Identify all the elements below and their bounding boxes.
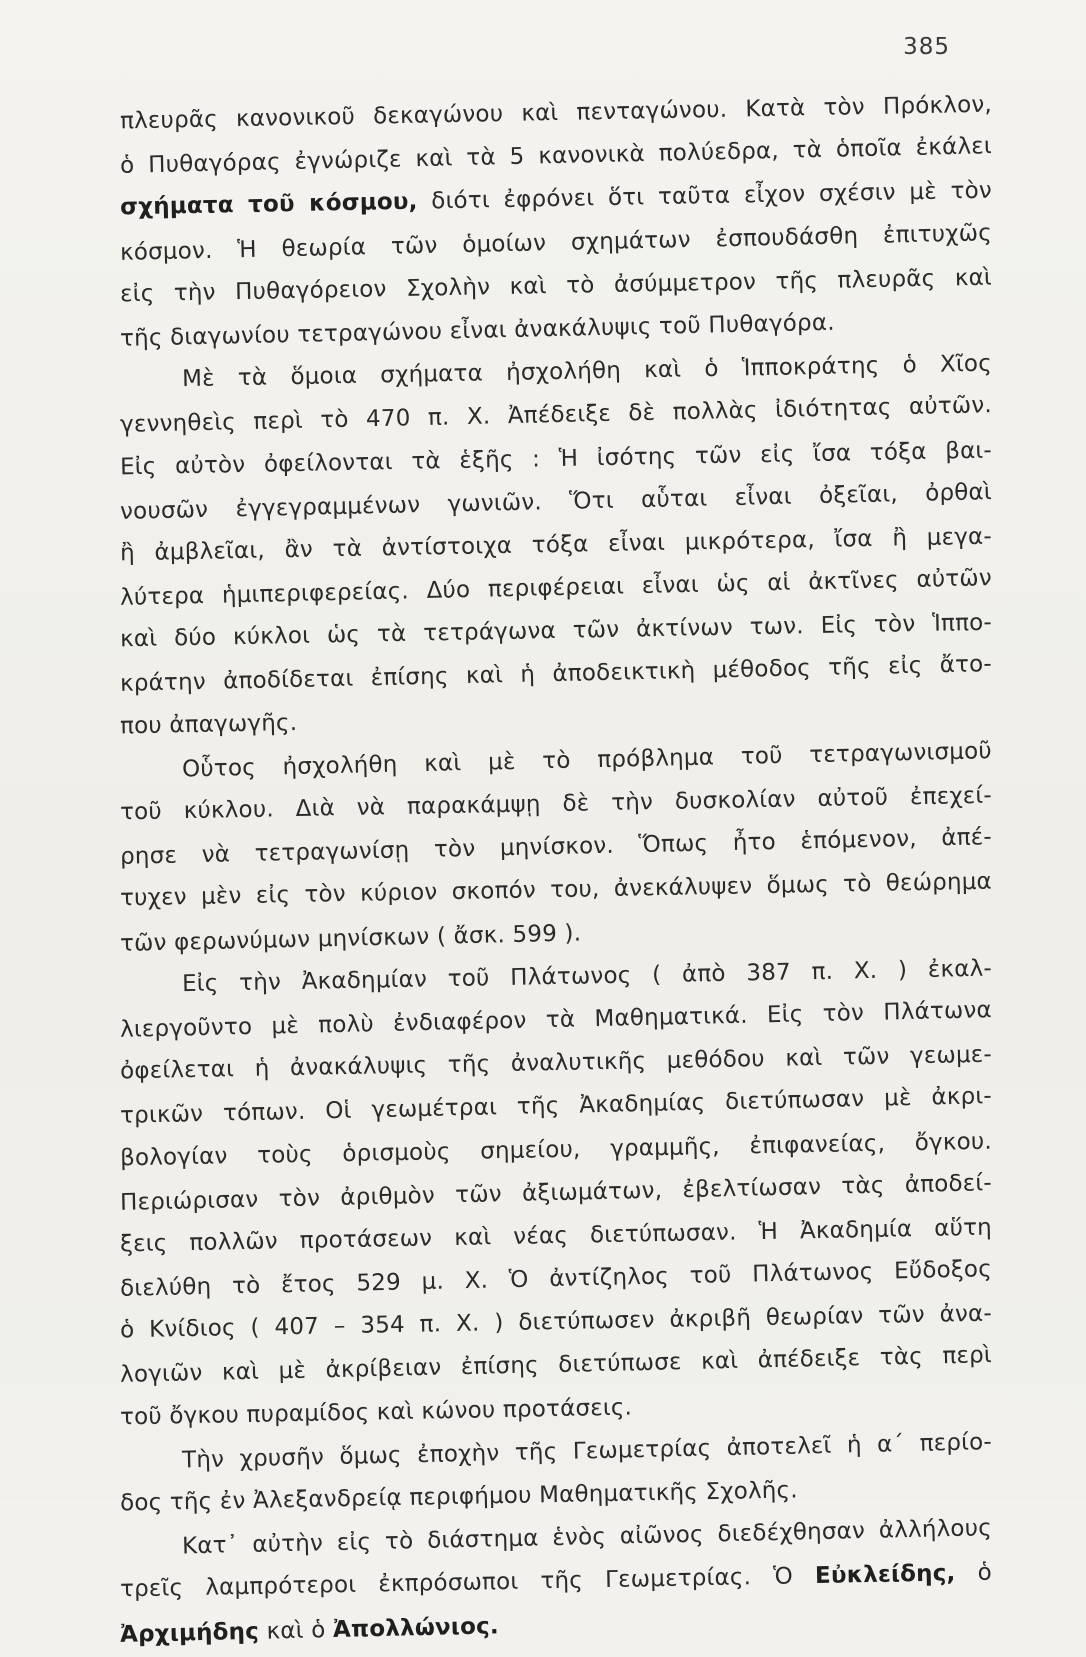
text-line: τῆς διαγωνίου τετραγώνου εἶναι ἀνακάλυψις τοῦ Πυθαγόρα. [119,309,835,352]
text-line: Περιώρισαν τὸν ἀριθμὸν τῶν ἀξιωμάτων, ἐβελτίωσαν τὰς ἀποδεί- [119,1169,993,1216]
text-line: καὶ δύο κύκλοι ὡς τὰ τετράγωνα τῶν ἀκτίνων των. Εἰς τὸν Ἱππο- [119,609,993,653]
text-line: διελύθη τὸ ἔτος 529 μ. Χ. Ὁ ἀντίζηλος τοῦ Πλάτωνος Εὔδοξος [119,1256,993,1302]
bold-term-kosmos-schemata: σχήματα τοῦ κόσμου, [119,189,418,221]
paragraph-start: Κατ᾽ αὐτὴν εἰς τὸ διάστημα ἑνὸς αἰῶνος διεδέχθησαν ἀλλήλους [181,1515,993,1560]
text-line: Εἰς αὐτὸν ὀφείλονται τὰ ἑξῆς : Ἡ ἰσότης τῶν εἰς ἴσα τόξα βαι- [119,437,993,480]
text-line: ὁ Πυθαγόρας ἐγνώριζε καὶ τὰ 5 κανονικὰ πολύεδρα, τὰ ὁποῖα ἐκάλει [119,133,993,180]
text-line-rest: διότι ἐφρόνει ὅτι ταῦτα εἶχον σχέσιν μὲ τὸν [431,178,993,215]
text-line: τοῦ κύκλου. Διὰ νὰ παρακάμψῃ δὲ τὴν δυσκολίαν αὐτοῦ ἐπεχεί- [119,782,993,826]
text-line-middle: καὶ ὁ [266,1616,326,1645]
text-line: λύτερα ἡμιπεριφερείας. Δύο περιφέρειαι εἶναι ὡς αἱ ἀκτῖνες αὐτῶν [119,565,993,611]
text-line: νουσῶν ἐγγεγραμμένων γωνιῶν. Ὅτι αὗται εἶναι ὀξεῖαι, ὀρθαὶ [119,478,993,525]
text-line: ρησε νὰ τετραγωνίσῃ τὸν μηνίσκον. Ὅπως ἦτο ἑπόμενον, ἀπέ- [119,824,993,871]
text-line: τῶν φερωνύμων μηνίσκων ( ἄσκ. 599 ). [119,919,582,957]
text-line: εἰς τὴν Πυθαγόρειον Σχολὴν καὶ τὸ ἀσύμμετρον τῆς πλευρᾶς καὶ [119,264,993,308]
text-line: ὁ Κνίδιος ( 407 – 354 π. Χ. ) διετύπωσεν ἀκριβῆ θεωρίαν τῶν ἀνα- [119,1300,993,1344]
text-line: λογιῶν καὶ μὲ ἀκρίβειαν ἐπίσης διετύπωσε καὶ ἀπέδειξε τὰς περὶ [119,1342,993,1389]
paragraph-start: Εἰς τὴν Ἀκαδημίαν τοῦ Πλάτωνος ( ἀπὸ 387 π. Χ. ) ἐκαλ- [181,955,993,997]
text-line: λιεργοῦντο μὲ πολὺ ἐνδιαφέρον τὰ Μαθηματικά. Εἰς τὸν Πλάτωνα [119,997,993,1043]
text-line: βολογίαν τοὺς ὁρισμοὺς σημείου, γραμμῆς, ἐπιφανείας, ὄγκου. [119,1128,993,1171]
text-line: τυχεν μὲν εἰς τὸν κύριον σκοπόν του, ἀνεκάλυψεν ὅμως τὸ θεώρημα [119,869,993,912]
text-line: δος τῆς ἐν Ἀλεξανδρείᾳ περιφήμου Μαθηματικῆς Σχολῆς. [119,1477,798,1517]
text-line: τρικῶν τόπων. Οἱ γεωμέτραι τῆς Ἀκαδημίας διετύπωσαν μὲ ἀκρι- [119,1083,993,1130]
text-line: ξεις πολλῶν προτάσεων καὶ νέας διετύπωσαν. Ἡ Ἀκαδημία αὕτη [119,1214,993,1258]
text-line-end: ὁ [977,1560,993,1587]
text-line: τοῦ ὄγκου πυραμίδος καὶ κώνου προτάσεις. [119,1394,633,1430]
text-line: που ἀπαγωγῆς. [119,709,298,739]
body-text [120,92,992,1647]
text-line-start: τρεῖς λαμπρότεροι ἐκπρόσωποι τῆς Γεωμετρίας. Ὁ [119,1563,794,1603]
paragraph-start: Μὲ τὰ ὅμοια σχήματα ἠσχολήθη καὶ ὁ Ἱπποκράτης ὁ Χῖος [181,350,993,393]
text-line: ἢ ἀμβλεῖαι, ἂν τὰ ἀντίστοιχα τόξα εἶναι μικρότερα, ἴσα ἢ μεγα- [119,523,993,567]
text-line: πλευρᾶς κανονικοῦ δεκαγώνου καὶ πενταγώνου. Κατὰ τὸν Πρόκλον, [119,91,993,135]
paragraph-start: Τὴν χρυσῆν ὅμως ἐποχὴν τῆς Γεωμετρίας ἀποτελεῖ ἡ α΄ περίο- [181,1428,993,1474]
bold-name-apollonius: Ἀπολλώνιος. [332,1612,500,1643]
bold-name-euclid: Εὐκλείδης, [814,1560,956,1590]
text-line: ὀφείλεται ἡ ἀνακάλυψις τῆς ἀναλυτικῆς μεθόδου καὶ τῶν γεωμε- [119,1041,993,1085]
text-line: κόσμον. Ἡ θεωρία τῶν ὁμοίων σχημάτων ἐσπουδάσθη ἐπιτυχῶς [119,219,993,266]
paragraph-start: Οὗτος ἠσχολήθη καὶ μὲ τὸ πρόβλημα τοῦ τετραγωνισμοῦ [181,737,993,783]
page-number: 385 [903,34,950,60]
bold-name-archimedes: Ἀρχιμήδης [119,1618,260,1648]
text-line: γεννηθεὶς περὶ τὸ 470 π. Χ. Ἀπέδειξε δὲ πολλὰς ἰδιότητας αὐτῶν. [119,392,993,439]
text-line: κράτην ἀποδίδεται ἐπίσης καὶ ἡ ἀποδεικτικὴ μέθοδος τῆς εἰς ἄτο- [119,651,993,698]
